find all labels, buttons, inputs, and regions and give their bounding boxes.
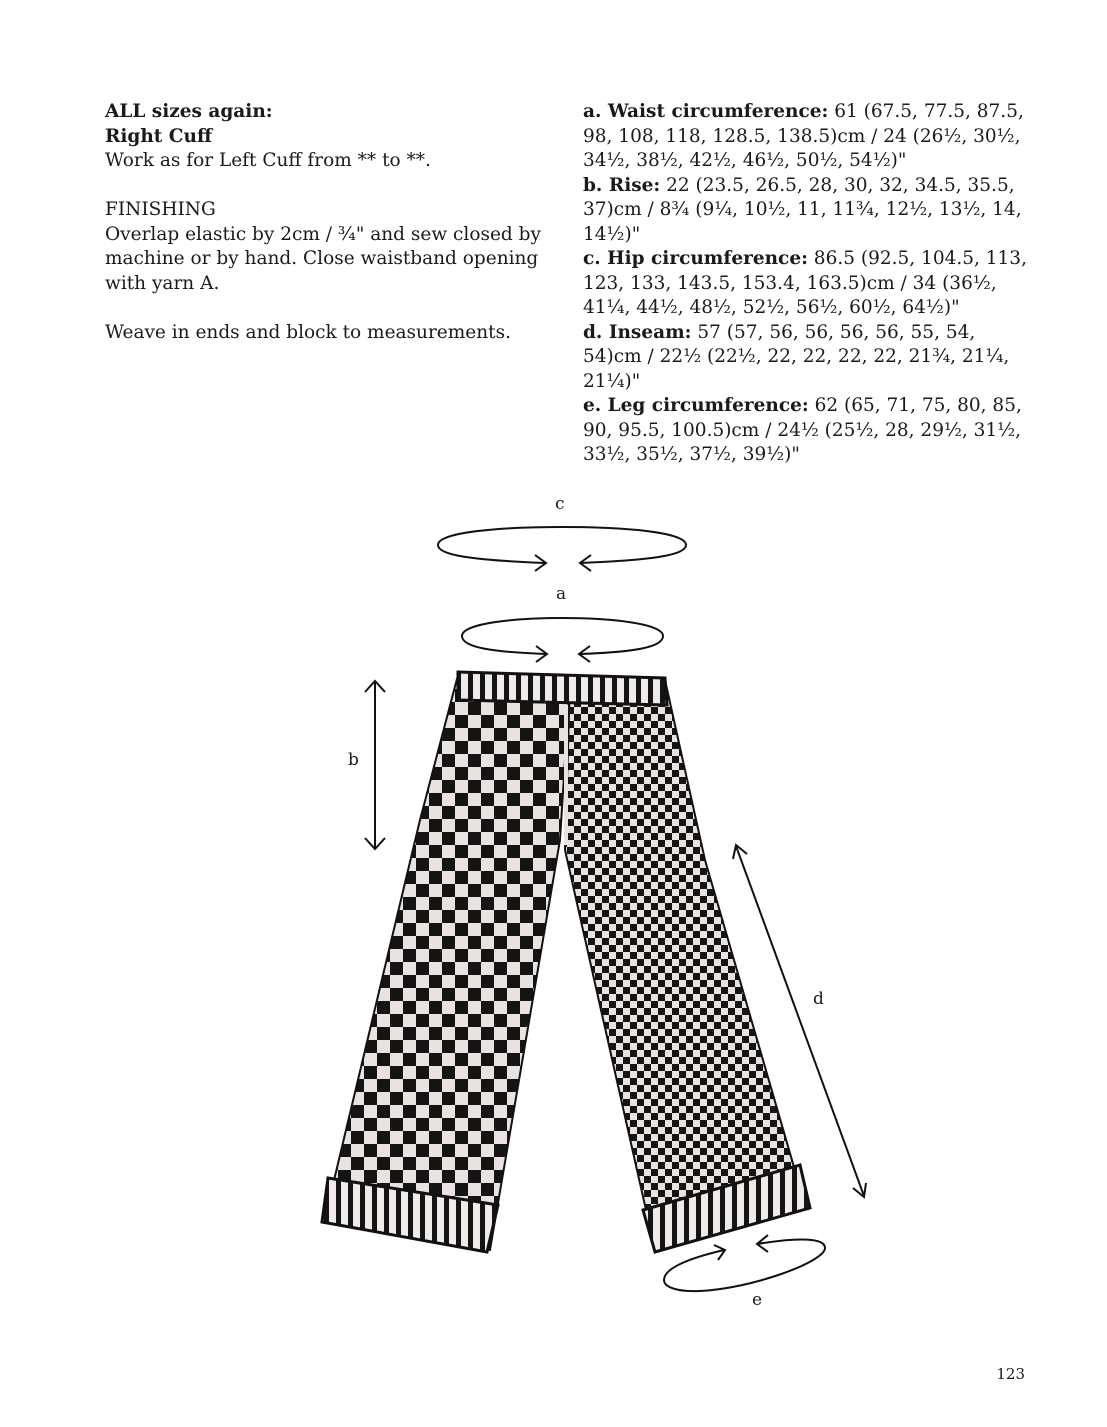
label-e: e bbox=[752, 1290, 763, 1310]
rise-arrow bbox=[365, 681, 385, 849]
heading-finishing: FINISHING bbox=[105, 199, 216, 220]
label-c: c bbox=[555, 494, 565, 514]
weave-instructions: Weave in ends and block to measurements. bbox=[105, 321, 511, 343]
waist-circumference-arrow bbox=[462, 618, 663, 662]
label-d: d bbox=[813, 989, 824, 1009]
hip-circumference-arrow bbox=[438, 527, 686, 571]
label-a: a bbox=[556, 584, 567, 604]
page-number: 123 bbox=[996, 1365, 1025, 1383]
right-cuff-instructions: Work as for Left Cuff from ** to **. bbox=[105, 150, 431, 171]
measurement-inseam: d. Inseam: 57 (57, 56, 56, 56, 56, 55, 54, 54)cm / 22½ (22½, 22, 22, 22, 22, 21¾, 21¼, 21¼)" bbox=[583, 321, 1010, 392]
heading-right-cuff: Right Cuff bbox=[105, 125, 213, 147]
pants-photo bbox=[322, 672, 810, 1252]
label-b: b bbox=[348, 750, 359, 770]
measurement-hip: c. Hip circumference: 86.5 (92.5, 104.5, 113, 123, 133, 143.5, 153.4, 163.5)cm / 34 (36½, 41¼, 44½, 48½, 52½, 56½, 60½, 64½)" bbox=[583, 248, 1027, 318]
measurement-leg: e. Leg circumference: 62 (65, 71, 75, 80, 85, 90, 95.5, 100.5)cm / 24½ (25½, 28, 29½, 31½, 33½, 35½, 37½, 39½)" bbox=[583, 395, 1022, 465]
finishing-instructions: Overlap elastic by 2cm / ¾" and sew closed by machine or by hand. Close waistband opening with yarn A. bbox=[105, 223, 541, 294]
measurement-waist: a. Waist circumference: 61 (67.5, 77.5, 87.5, 98, 108, 118, 128.5, 138.5)cm / 24 (26½, 30½, 34½, 38½, 42½, 46½, 50½, 54½)" bbox=[583, 101, 1024, 171]
measurement-rise: b. Rise: 22 (23.5, 26.5, 28, 30, 32, 34.5, 35.5, 37)cm / 8¾ (9¼, 10½, 11, 11¾, 12½, 13½, 14, 14½)" bbox=[583, 174, 1022, 245]
heading-all-sizes: ALL sizes again: bbox=[105, 101, 273, 122]
